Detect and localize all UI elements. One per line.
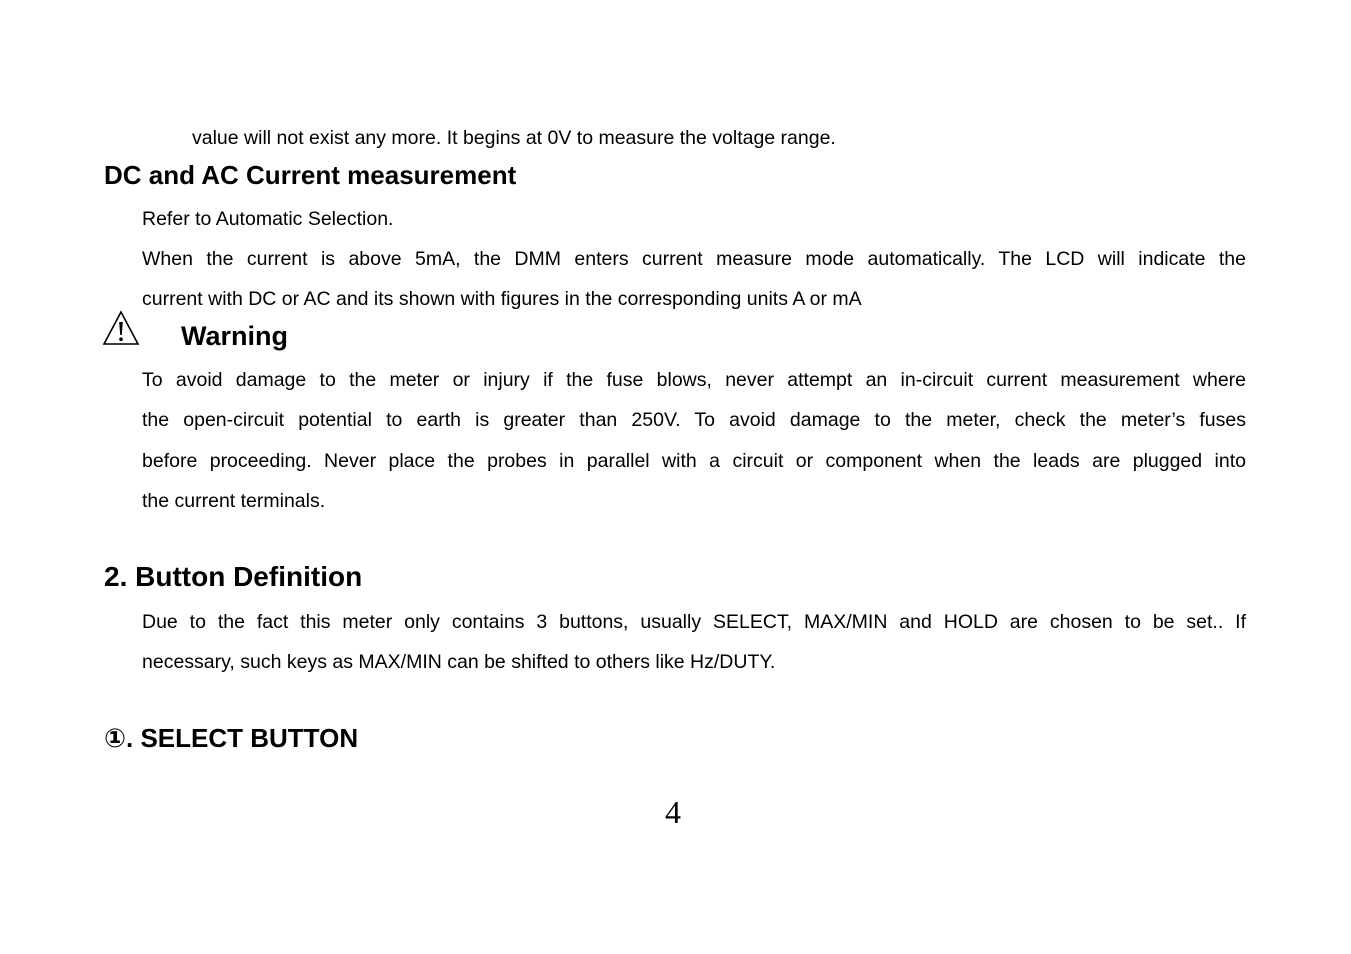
page-number: 4 <box>665 794 681 830</box>
select-button-heading: ①. SELECT BUTTON <box>104 723 359 753</box>
warning-line-4: the current terminals. <box>142 490 326 512</box>
warning-label: Warning <box>181 321 288 351</box>
button-definition-line-1: Due to the fact this meter only contains 3 buttons, usually SELECT, MAX/MIN and HOLD are chosen to be set.. If <box>142 611 1246 633</box>
warning-triangle-icon <box>102 309 140 347</box>
warning-line-1: To avoid damage to the meter or injury if the fuse blows, never attempt an in-circuit current measurement where <box>142 369 1246 391</box>
warning-line-3: before proceeding. Never place the probes in parallel with a circuit or component when the leads are plugged into <box>142 450 1246 472</box>
button-definition-line-2: necessary, such keys as MAX/MIN can be shifted to others like Hz/DUTY. <box>142 651 776 673</box>
warning-line-2: the open-circuit potential to earth is greater than 250V. To avoid damage to the meter, check the meter’s fuses <box>142 409 1246 431</box>
refer-text: Refer to Automatic Selection. <box>142 208 394 230</box>
current-section-heading: DC and AC Current measurement <box>104 160 517 190</box>
current-paragraph-line-2: current with DC or AC and its shown with figures in the corresponding units A or mA <box>142 288 862 310</box>
button-definition-heading: 2. Button Definition <box>104 561 363 592</box>
continuation-text: value will not exist any more. It begins at 0V to measure the voltage range. <box>192 127 836 149</box>
current-paragraph-line-1: When the current is above 5mA, the DMM enters current measure mode automatically. The LCD will indicate the <box>142 248 1246 270</box>
